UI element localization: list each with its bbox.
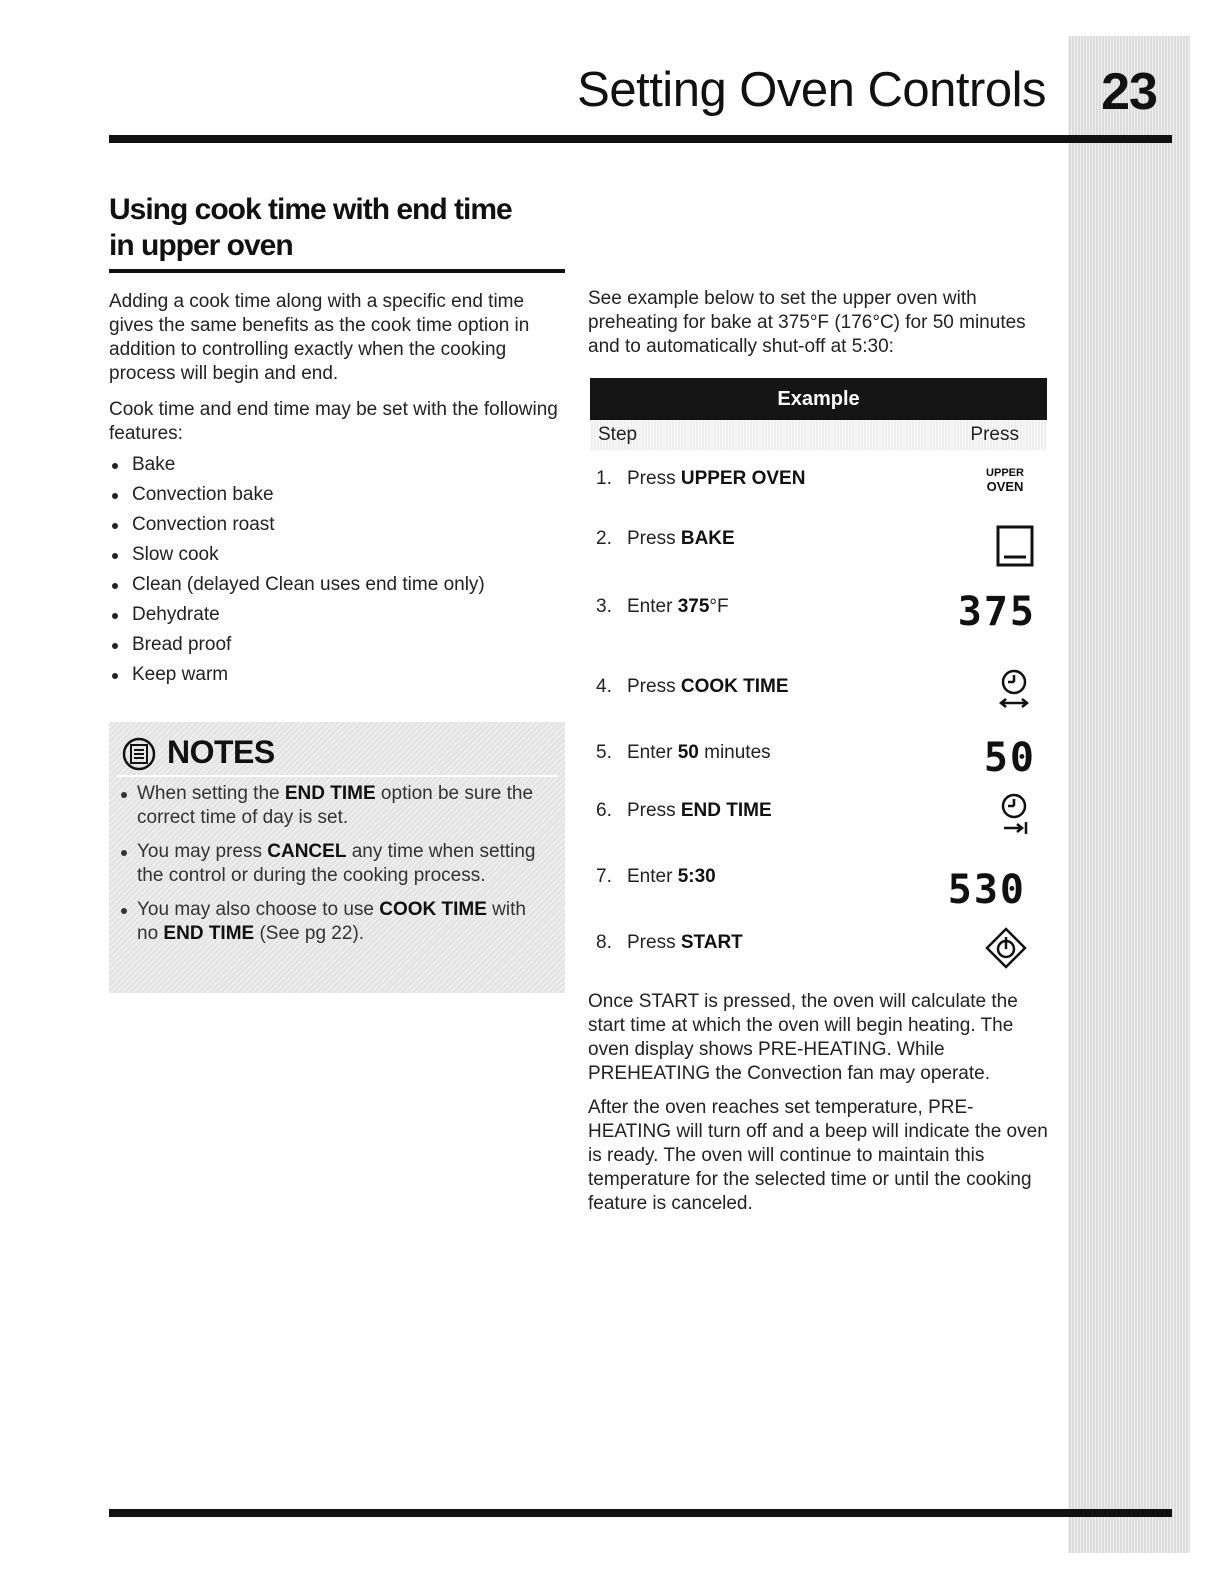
- bake-icon: [996, 525, 1034, 567]
- heading-rule: [109, 269, 565, 273]
- display-50: 50: [983, 735, 1036, 781]
- note-item: You may also choose to use COOK TIME with no END TIME (See pg 22).: [117, 898, 547, 946]
- intro-paragraph: Adding a cook time along with a specific end time gives the same benefits as the cook time option in addition to controlling exactly when the cooking process will begin and end.: [109, 291, 530, 384]
- note-item: When setting the END TIME option be sure the correct time of day is set.: [117, 782, 547, 830]
- start-icon: [984, 926, 1028, 970]
- example-intro: See example below to set the upper oven with preheating for bake at 375°F (176°C) for 50 minutes and to automatically shut-off at 5:30:: [588, 288, 1026, 357]
- example-header: Example: [590, 378, 1047, 420]
- right-body: [588, 990, 1048, 1226]
- example-step: [596, 590, 1056, 650]
- feature-item: Keep warm: [109, 662, 569, 692]
- feature-item: Dehydrate: [109, 602, 569, 632]
- step-text: 3. Enter 375°F: [596, 596, 729, 617]
- example-step: [596, 662, 1056, 722]
- side-strip: [1068, 36, 1190, 1553]
- step-text: 5. Enter 50 minutes: [596, 742, 771, 763]
- step-text: 7. Enter 5:30: [596, 866, 716, 887]
- note-item: You may press CANCEL any time when setting the control or during the cooking process.: [117, 840, 547, 888]
- example-column-header: [590, 420, 1047, 450]
- example-step: [596, 852, 1056, 912]
- example-step: [596, 918, 1056, 978]
- feature-item: Convection roast: [109, 512, 569, 542]
- step-text: 4. Press COOK TIME: [596, 676, 789, 697]
- top-rule: [109, 135, 1172, 143]
- example-step: [596, 458, 1056, 518]
- after-start-paragraph: Once START is pressed, the oven will calculate the start time at which the oven will begin heating. The oven display shows PRE-HEATING. While PREHEATING the Convection fan may operate.: [588, 991, 1018, 1084]
- feature-list: [109, 452, 569, 692]
- left-column: [109, 290, 569, 692]
- section-heading-line1: Using cook time with end time: [109, 193, 512, 226]
- upper-oven-key: UPPER OVEN: [986, 467, 1024, 494]
- end-time-icon: [996, 791, 1032, 841]
- column-press-label: Press: [970, 424, 1019, 445]
- bottom-rule: [109, 1509, 1172, 1517]
- feature-item: Convection bake: [109, 482, 569, 512]
- step-text: 1. Press UPPER OVEN: [596, 468, 806, 489]
- step-text: 2. Press BAKE: [596, 528, 735, 549]
- feature-item: Clean (delayed Clean uses end time only): [109, 572, 569, 602]
- step-text: 8. Press START: [596, 932, 743, 953]
- display-375: 375: [957, 589, 1036, 635]
- example-step: [596, 728, 1056, 788]
- feature-item: Bake: [109, 452, 569, 482]
- feature-item: Bread proof: [109, 632, 569, 662]
- display-530: 530: [947, 867, 1026, 913]
- cook-time-icon: [996, 667, 1032, 717]
- section-heading-line2: in upper oven: [109, 229, 293, 262]
- page-number: 23: [1101, 63, 1157, 121]
- notes-list: [117, 782, 547, 956]
- column-step-label: Step: [598, 424, 638, 445]
- section-heading: [109, 192, 579, 264]
- example-step: [596, 786, 1056, 846]
- notes-rule: [117, 775, 557, 777]
- example-step: [596, 522, 1056, 582]
- preheat-paragraph: After the oven reaches set temperature, PRE-HEATING will turn off and a beep will indicate the oven is ready. The oven will continue to maintain this temperature for the selected time or until the cooking feature is canceled.: [588, 1097, 1048, 1214]
- feature-item: Slow cook: [109, 542, 569, 572]
- features-intro: Cook time and end time may be set with the following features:: [109, 399, 558, 444]
- step-text: 6. Press END TIME: [596, 800, 772, 821]
- notes-icon: [121, 736, 157, 772]
- page-title: Setting Oven Controls: [577, 63, 1046, 117]
- notes-box: [109, 722, 565, 993]
- notes-title: NOTES: [167, 734, 275, 770]
